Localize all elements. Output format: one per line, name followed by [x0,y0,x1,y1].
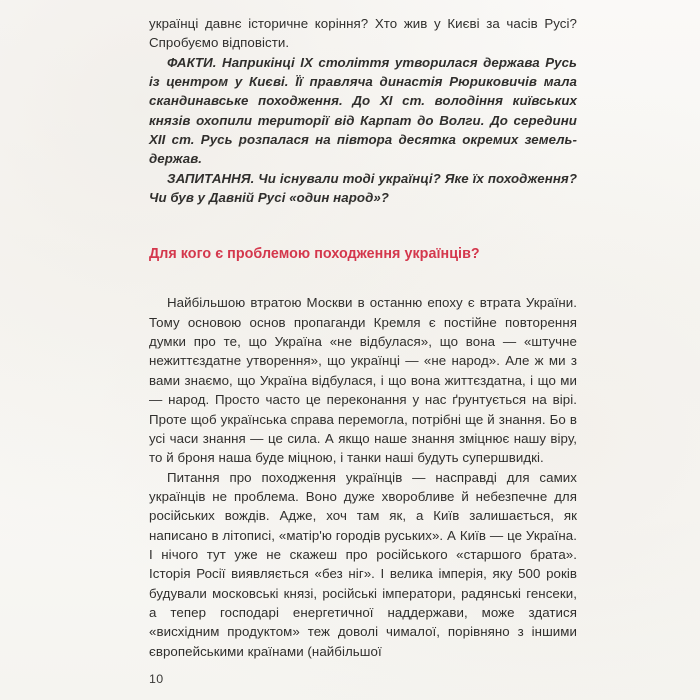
questions-block [149,169,577,208]
body-paragraph: Найбільшою втратою Москви в останню епоху є втрата України. Тому основою основ пропаганди Кремля є постійне повторення думки про те, що Україна «не відбулася», що вона — «штучне нежиттєздатне утворення», що українці — «не народ». Але ж ми з вами знаємо, що Україна відбулася, і що вона життєздатна, і що ми — народ. Просто часто це переконання у нас ґрунтується на вірі. Проте щоб українська справа перемогла, потрібні ще й знання. Бо в усі часи знання — це сила. А якщо наше знання зміцнює нашу віру, то й броня наша буде міцною, і танки наші будуть супершвидкі. [149,295,577,466]
page-number: 10 [149,672,164,686]
section-heading: Для кого є проблемою походження українців? [149,246,480,263]
heading-top-spacer [149,207,577,245]
heading-bottom-spacer [149,263,577,293]
text-column [149,0,577,661]
body-paragraph: Питання про походження українців — насправді для самих українців не проблема. Воно дуже хворобливе й небезпечне для російських вождів. Адже, хоч там як, а Київ залишається, як написано в літописі, «матір'ю городів руських». А Київ — це Україна. І нічого тут уже не скажеш про російського «старшого брата». Історія Росії виявляється «без ніг». І велика імперія, яку 500 років будували московські князі, російські імператори, радянські генсеки, а тепер господарі енергетичної наддержави, може здатися «висхідним продуктом» теж доволі чималої, порівняно з іншими європейськими країнами (найбільшої [149,469,577,659]
continued-paragraph: українці давнє історичне коріння? Хто жив у Києві за часів Русі? Спробуємо відповісти. [149,16,577,51]
facts-label: ФАКТИ. [167,54,223,70]
facts-text: Наприкінці IX століття утворилася держава Русь із центром у Києві. Її правляча династія Рюриковичів мала скандинавське походження. До XI ст. володіння київських князів охопили території від Карпат до Волги. До середини XII ст. Русь розпалася на півтора десятка окремих земель-держав. [149,54,577,167]
questions-text: Чи існували тоді українці? Яке їх походження? Чи був у Давній Русі «один народ»? [149,170,577,206]
questions-label: ЗАПИТАННЯ. [167,170,259,186]
facts-block [149,53,577,169]
